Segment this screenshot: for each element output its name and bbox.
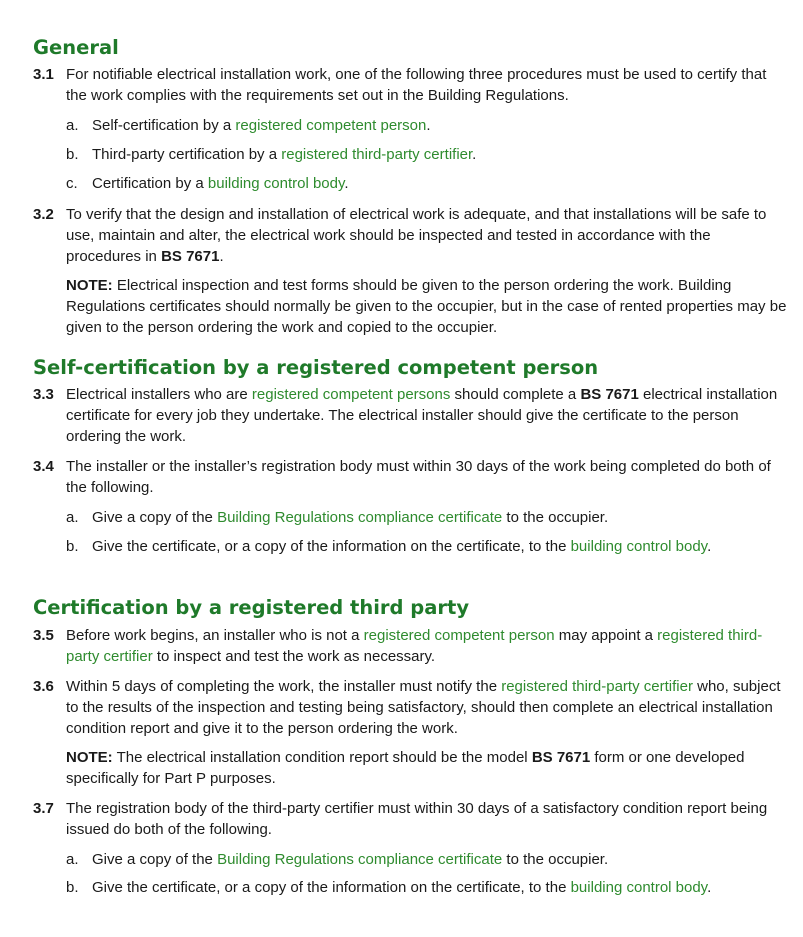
compliance-certificate-link[interactable]: Building Regulations compliance certificate [217, 851, 503, 868]
clause-number: 3.6 [33, 678, 54, 695]
clause-3-1-text: For notifiable electrical installation work, one of the following three procedures must be used to certify that the work complies with the requirements set out in the Building Regulations. [66, 66, 767, 104]
section-heading-third-party: Certification by a registered third party [33, 596, 470, 619]
list-item: b. Third-party certification by a registered third-party certifier. [66, 146, 477, 163]
clause-3-5-text: Before work begins, an installer who is not a registered competent person may appoint a registered third-party certifier to inspect and test the work as necessary. [66, 627, 763, 665]
clause-3-2-text: To verify that the design and installation of electrical work is adequate, and that installations will be safe to use, maintain and alter, the electrical work should be inspected and tested in accordance with the procedures in BS 7671. [66, 206, 767, 265]
registered-competent-person-link[interactable]: registered competent person [363, 627, 555, 644]
note-paragraph: NOTE: The electrical installation condition report should be the model BS 7671 form or one developed specifically for Part P purposes. [66, 749, 745, 787]
note-paragraph: NOTE: Electrical inspection and test forms should be given to the person ordering the work. Building Regulations certificates should normally be given to the occupier, but in the case of rented properties may be given to the person ordering the work and copied to the occupier. [66, 277, 787, 336]
list-item: a. Self-certification by a registered competent person. [66, 117, 431, 134]
registered-third-party-certifier-link[interactable]: registered third-party certifier [281, 146, 473, 163]
building-control-body-link[interactable]: building control body [570, 538, 708, 555]
section-heading-general: General [33, 36, 119, 59]
clause-number: 3.2 [33, 206, 54, 223]
clause-3-3-text: Electrical installers who are registered competent persons should complete a BS 7671 electrical installation certificate for every job they undertake. The electrical installer should give the certificate to the person ordering the work. [66, 386, 778, 445]
clause-number: 3.7 [33, 800, 54, 817]
list-item: a. Give a copy of the Building Regulations compliance certificate to the occupier. [66, 851, 609, 868]
building-control-body-link[interactable]: building control body [207, 175, 345, 192]
registered-third-party-certifier-link[interactable]: registered third-party certifier [501, 678, 693, 695]
clause-3-4-text: The installer or the installer’s registration body must within 30 days of the work being completed do both of the following. [66, 458, 771, 496]
clause-number: 3.5 [33, 627, 54, 644]
registered-competent-persons-link[interactable]: registered competent persons [251, 386, 451, 403]
clause-number: 3.3 [33, 386, 54, 403]
list-item: a. Give a copy of the Building Regulations compliance certificate to the occupier. [66, 509, 609, 526]
clause-3-7-text: The registration body of the third-party certifier must within 30 days of a satisfactory condition report being issued do both of the following. [66, 800, 768, 838]
clause-3-6-text: Within 5 days of completing the work, the installer must notify the registered third-party certifier who, subject to the results of the inspection and testing being satisfactory, should then complete an electrical installation condition report and give it to the person ordering the work. [66, 678, 781, 737]
clause-number: 3.1 [33, 66, 54, 83]
registered-third-party-certifier-link[interactable]: registered third-party certifier [66, 627, 763, 665]
registered-competent-person-link[interactable]: registered competent person [235, 117, 427, 134]
clause-number: 3.4 [33, 458, 54, 475]
building-control-body-link[interactable]: building control body [570, 879, 708, 896]
list-item: b. Give the certificate, or a copy of the information on the certificate, to the building control body. [66, 538, 712, 555]
compliance-certificate-link[interactable]: Building Regulations compliance certificate [217, 509, 503, 526]
section-heading-self-certification: Self-certification by a registered competent person [33, 356, 599, 379]
list-item: c. Certification by a building control body. [66, 175, 349, 192]
list-item: b. Give the certificate, or a copy of the information on the certificate, to the building control body. [66, 879, 712, 896]
